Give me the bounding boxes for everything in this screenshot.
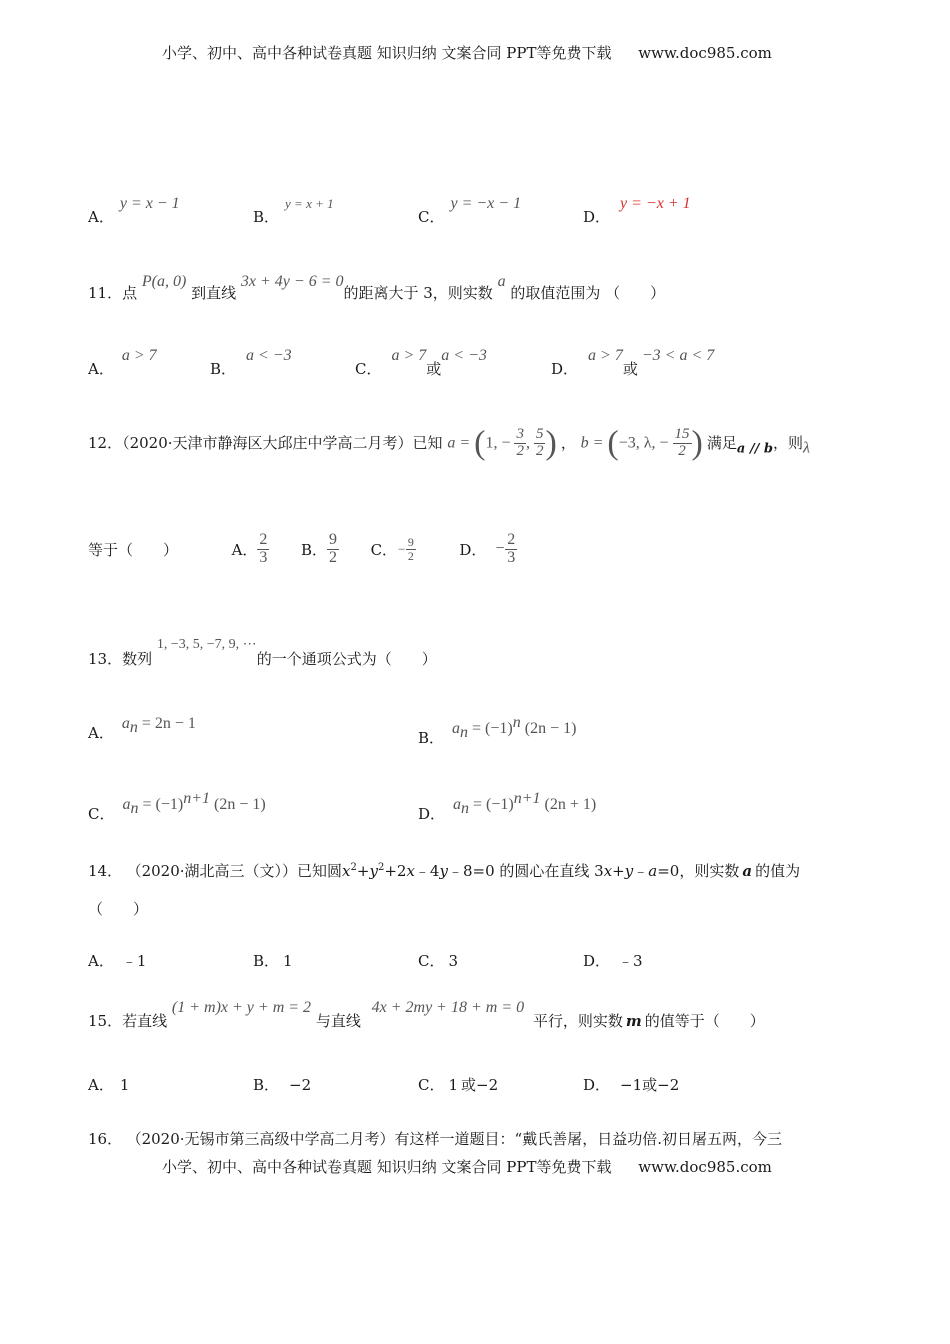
page-footer	[162, 1156, 772, 1177]
q11-option-b: B．a < −3	[210, 347, 292, 378]
q12-option-a-label: A．	[231, 540, 258, 559]
q13-sequence: 1, −3, 5, −7, 9, ⋯	[156, 637, 257, 652]
footer-text: 小学、初中、高中各种试卷真题 知识归纳 文案合同 PPT等免费下载	[162, 1158, 612, 1176]
q11-option-c: C．a > 7或a < −3	[355, 347, 487, 378]
q12-option-d-value: $\frac{2}{3}$	[507, 531, 516, 566]
q15-line1: (1 + m)x + y + m = 2	[171, 999, 312, 1016]
q16-stem: 16． （2020·无锡市第三高级中学高二月考）有这样一道题目：“戴氏善屠，日益功倍.初日屠五两，今三	[88, 1130, 782, 1148]
q10-option-d: D．y = −x + 1	[583, 195, 691, 226]
q15-stem: 15．若直线 (1 + m)x + y + m = 2 与直线 4x + 2my + 18 + m = 0 平行，则实数 m 的值等于（ ）	[88, 999, 765, 1030]
q10-option-b: B．y = x + 1	[253, 196, 334, 226]
q13-option-a: A．$a_n = 2n - 1$	[88, 715, 196, 742]
q10-option-a: A．y = x − 1	[88, 195, 180, 226]
q11-stem: 11．点 P(a, 0) 到直线 3x + 4y − 6 = 0的距离大于 3，则实数 a 的取值范围为 （ ）	[88, 273, 666, 302]
q12-option-a-value: $\frac{2}{3}$	[259, 531, 268, 566]
q11-point: P(a, 0)	[141, 273, 187, 290]
q12-stem: 12．（2020·天津市静海区大邱庄中学高二月考）已知 a = (1, − $\frac{3}{2}$ , $\frac{5}{2}$ ) ， b = (−3, λ, − $\frac{15}{2}$ ) 满足a // b，则λ	[88, 424, 810, 461]
header-site: www.doc985.com	[638, 44, 772, 62]
q15-option-d: D． −1或−2	[583, 1076, 680, 1094]
q14-option-c: C． 3	[418, 952, 459, 970]
q12-vector-a: a = (1, − $\frac{3}{2}$ , $\frac{5}{2}$ )	[447, 424, 557, 461]
q12-option-d-label: D．	[459, 540, 487, 559]
q13-option-b: B．$a_n = (-1)^n$ (2n − 1)	[418, 714, 577, 747]
q12-option-b-value: $\frac{9}{2}$	[329, 531, 338, 566]
page-header	[162, 42, 772, 63]
q15-option-a: A． 1	[88, 1076, 130, 1094]
q13-option-d: D．$a_n = (-1)^{n+1}$ (2n + 1)	[418, 790, 597, 823]
q13-option-c: C．$a_n = (-1)^{n+1}$ (2n − 1)	[88, 790, 266, 823]
q12-option-b-label: B．	[300, 540, 328, 559]
q13-stem: 13．数列 1, −3, 5, −7, 9, ⋯的一个通项公式为（ ）	[88, 637, 437, 668]
q11-option-a: A．a > 7	[88, 347, 157, 378]
q12-vector-b: b = (−3, λ, − $\frac{15}{2}$ )	[580, 424, 703, 461]
q12-ask-and-options: 等于（ ） A． $\frac{2}{3}$ B． $\frac{9}{2}$ C．− $\frac{9}{2}$ D． − $\frac{2}{3}$	[88, 531, 516, 566]
q15-option-b: B． −2	[253, 1076, 312, 1094]
q10-option-c: C．y = −x − 1	[418, 195, 522, 226]
header-text: 小学、初中、高中各种试卷真题 知识归纳 文案合同 PPT等免费下载	[162, 44, 612, 62]
q14-stem: 14． （2020·湖北高三（文））已知圆$x^2+y^2+2x﹣4y﹣8=0$ 的圆心在直线 3x+y﹣a=0，则实数 a 的值为	[88, 862, 801, 880]
q14-option-b: B． 1	[253, 952, 293, 970]
footer-site: www.doc985.com	[638, 1158, 772, 1176]
q14-option-a: A． ﹣1	[88, 952, 147, 970]
q14-paren: （ ）	[88, 900, 149, 918]
q15-option-c: C． 1 或−2	[418, 1076, 499, 1094]
q11-line: 3x + 4y − 6 = 0	[240, 273, 344, 290]
q12-option-c-value: $\frac{9}{2}$	[407, 535, 414, 563]
q15-line2: 4x + 2my + 18 + m = 0	[371, 999, 525, 1016]
q11-option-d: D．a > 7或−3 < a < 7	[551, 347, 715, 378]
q12-option-c-label: C．	[370, 540, 398, 559]
q14-option-d: D． ﹣3	[583, 952, 643, 970]
